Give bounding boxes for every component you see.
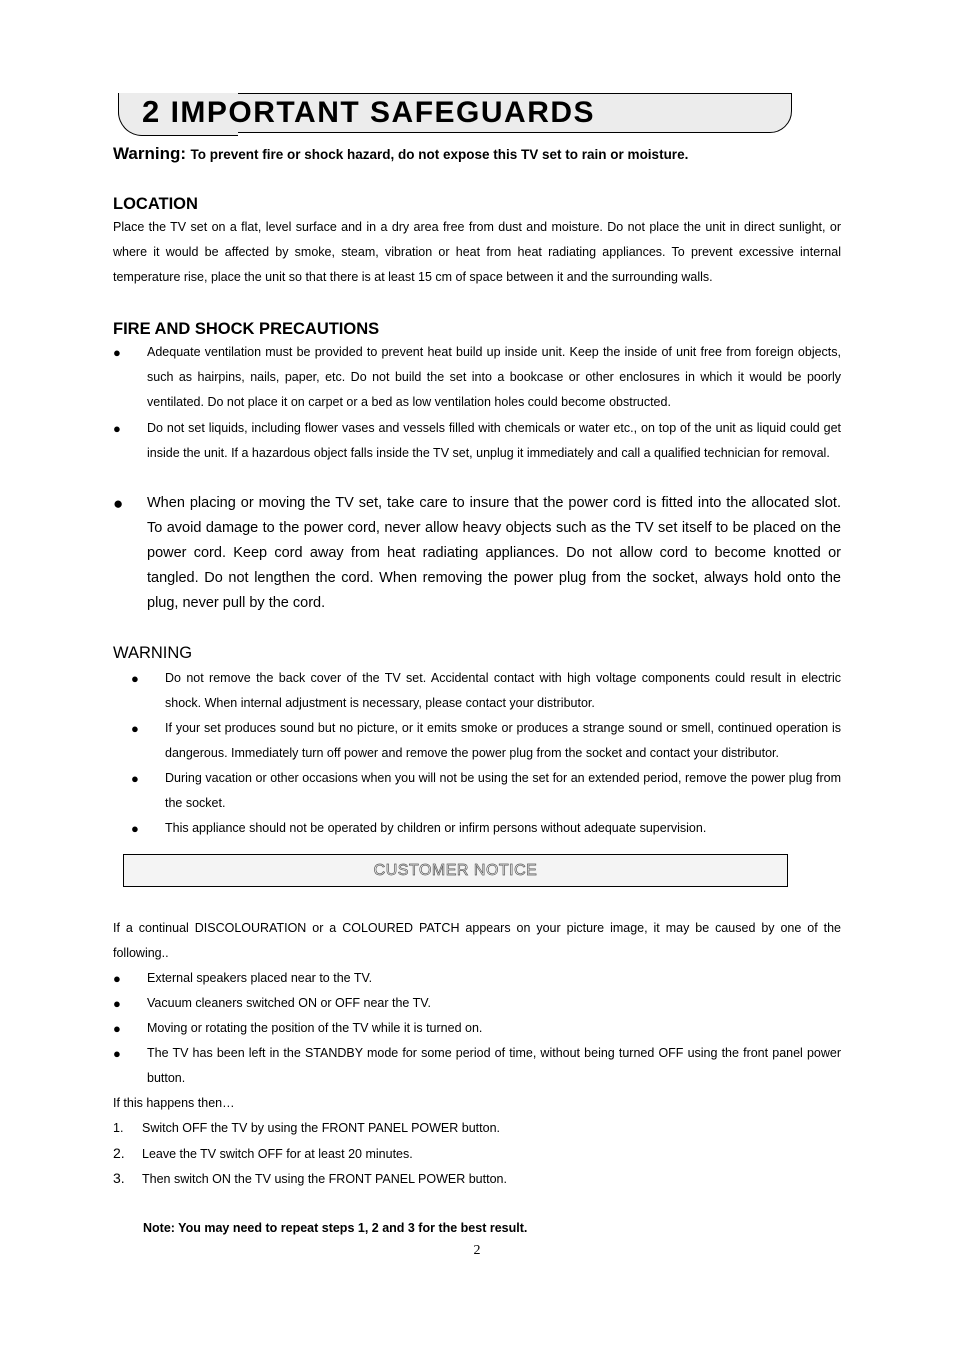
list-item-text: Moving or rotating the position of the TV while it is turned on. [147, 1021, 483, 1035]
warning-text: To prevent fire or shock hazard, do not expose this TV set to rain or moisture. [190, 147, 689, 162]
warning-heading: WARNING [113, 644, 193, 662]
list-item-text: If your set produces sound but no picture, or it emits smoke or produces a strange sound or smell, continued operation is dangerous. Immediately turn off power and remove the power plug from the socket and contact your distributor. [165, 721, 841, 760]
section-number: 2 [142, 94, 161, 129]
bullet-icon: ● [131, 671, 139, 686]
location-line: Place the TV set on a flat, level surface and in a dry area free from dust and moisture. Do not place the unit in direct sunlight, or [113, 220, 841, 234]
bullet-icon: ● [113, 996, 121, 1011]
list-item-text: This appliance should not be operated by children or infirm persons without adequate supervision. [165, 821, 707, 835]
bullet-icon: ● [113, 345, 121, 360]
warning-line [113, 143, 688, 166]
page-title [142, 92, 595, 133]
bullet-icon: ● [113, 1021, 121, 1036]
bullet-icon: ● [113, 421, 121, 436]
bullet-icon: ● [113, 1046, 121, 1061]
note-text: Note: You may need to repeat steps 1, 2 and 3 for the best result. [143, 1221, 528, 1235]
notice-intro: If a continual DISCOLOURATION or a COLOURED PATCH appears on your picture image, it may be caused by one of the following.. [113, 921, 841, 960]
step-item [113, 1141, 413, 1167]
bullet-icon: ● [131, 771, 139, 786]
list-item-text: External speakers placed near to the TV. [147, 971, 373, 985]
location-heading: LOCATION [113, 195, 198, 213]
list-item-text: Do not set liquids, including flower vases and vessels filled with chemicals or water etc., on top of the unit as liquid could get inside the unit. If a hazardous object falls inside the TV set, unplug it immediately and call a qualified technician for removal. [147, 421, 841, 460]
list-item-text: Do not remove the back cover of the TV set. Accidental contact with high voltage components could result in electric shock. When internal adjustment is necessary, please contact your distributor. [165, 671, 841, 710]
step-text: Leave the TV switch OFF for at least 20 minutes. [142, 1147, 413, 1161]
section-title: IMPORTANT SAFEGUARDS [170, 96, 596, 129]
customer-notice-box: CUSTOMER NOTICE [123, 854, 788, 887]
step-text: Switch OFF the TV by using the FRONT PANEL POWER button. [142, 1121, 500, 1135]
bullet-icon: ● [113, 971, 121, 986]
location-line: where it would be affected by smoke, steam, vibration or heat from heat radiating appliances. To prevent excessive internal [113, 245, 841, 259]
step-number: 1. [113, 1121, 124, 1135]
bullet-icon: ● [131, 821, 139, 836]
step-item [113, 1116, 500, 1141]
list-item-text: Adequate ventilation must be provided to prevent heat build up inside unit. Keep the inside of unit free from foreign objects, such as hairpins, nails, paper, etc. Do not build the set into a bookcase or other enclosures in which it would be poorly ventilated. Do not place it on carpet or a bed as low ventilation holes could become obstructed. [147, 345, 841, 409]
then-line: If this happens then… [113, 1096, 235, 1110]
list-item-text: Vacuum cleaners switched ON or OFF near the TV. [147, 996, 431, 1010]
list-item-text: During vacation or other occasions when you will not be using the set for an extended period, remove the power plug from the socket. [165, 771, 841, 810]
bullet-icon: ● [131, 721, 139, 736]
step-number: 3. [113, 1170, 125, 1186]
bullet-icon: ● [113, 494, 124, 513]
location-line: temperature rise, place the unit so that there is at least 15 cm of space between it and the surrounding walls. [113, 270, 713, 284]
step-item [113, 1166, 507, 1192]
list-item-text: When placing or moving the TV set, take care to insure that the power cord is fitted into the allocated slot. To avoid damage to the power cord, never allow heavy objects such as the TV set itself to be placed on the power cord. Keep cord away from heat radiating appliances. Do not allow cord to become knotted or tangled. Do not lengthen the cord. When removing the power plug from the socket, always hold onto the plug, never pull by the cord. [147, 495, 841, 611]
page-number: 2 [473, 1243, 481, 1258]
step-text: Then switch ON the TV using the FRONT PANEL POWER button. [142, 1172, 507, 1186]
warning-label: Warning: [113, 144, 187, 163]
fire-heading: FIRE AND SHOCK PRECAUTIONS [113, 320, 380, 338]
step-number: 2. [113, 1145, 125, 1161]
list-item-text: The TV has been left in the STANDBY mode for some period of time, without being turned OFF using the front panel power button. [147, 1046, 841, 1085]
location-paragraph [113, 215, 841, 290]
